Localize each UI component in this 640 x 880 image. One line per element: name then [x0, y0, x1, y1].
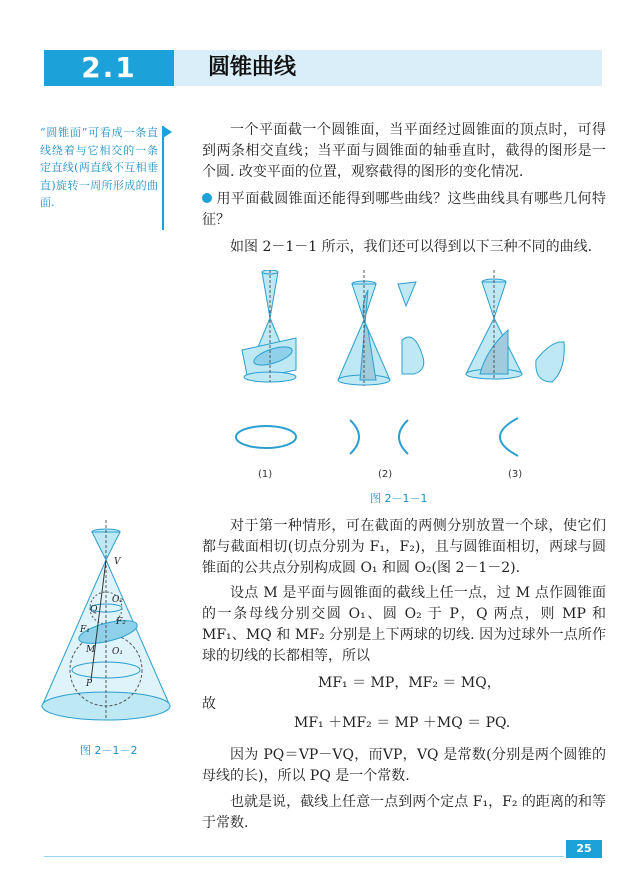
figure-2-1-2-caption: 图 2－1－2	[80, 744, 138, 757]
figure-2-1-2	[36, 520, 176, 738]
paragraph-figure-ref: 如图 2－1－1 所示，我们还可以得到以下三种不同的曲线.	[230, 239, 593, 255]
equation-2: MF₁ ＋MF₂ ＝ MP ＋MQ ＝ PQ.	[294, 715, 511, 731]
figure-label-3: (3)	[508, 469, 523, 480]
figure-label-2: (2)	[378, 469, 393, 480]
paragraph-spheres: 对于第一种情形，可在截面的两侧分别放置一个球，使它们都与截面相切(切点分别为 F₁，F₂)，且与圆锥面相切，两球与圆锥面的公共点分别构成圆 O₁ 和圆 O₂(图 2－1－2).	[202, 518, 606, 576]
point-o2: O₂	[112, 595, 123, 605]
figure-2-1-1-caption: 图 2－1－1	[370, 492, 428, 505]
cone-ellipse-section	[242, 270, 296, 382]
page-number: 25	[566, 840, 602, 858]
paragraph-tangents: 设点 M 是平面与圆锥面的截线上任一点，过 M 点作圆锥面的一条母线分别交圆 O₁、圆 O₂ 于 P，Q 两点，则 MP 和 MF₁、MQ 和 MF₂ 分别是上下两球的切线. 因为过球外一点所作球的切线的长都相等，所以	[202, 585, 606, 664]
cone-hyperbola-section	[338, 270, 424, 386]
paragraph-question	[202, 189, 606, 231]
margin-note-rule	[162, 126, 164, 230]
footer-rule	[44, 856, 564, 857]
figure-2-1-1	[218, 270, 598, 490]
bullet-icon	[202, 193, 212, 203]
point-f1: F₁	[80, 625, 90, 635]
ellipse-curve	[236, 426, 296, 448]
section-title: 圆锥曲线	[208, 55, 297, 80]
paragraph-conclusion: 也就是说，截线上任意一点到两个定点 F₁，F₂ 的距离的和等于常数.	[202, 794, 606, 831]
paragraph-constant: 因为 PQ＝VP－VQ，而VP，VQ 是常数(分别是两个圆锥的母线的长)，所以 PQ 是一个常数.	[202, 747, 606, 784]
hyperbola-curve	[350, 420, 408, 454]
paragraph-intro: 一个平面截一个圆锥面，当平面经过圆锥面的顶点时，可得到两条相交直线；当平面与圆锥面的轴垂直时，截得的图形是一个圆. 改变平面的位置，观察截得的图形的变化情况.	[202, 122, 606, 180]
point-v: V	[114, 557, 121, 567]
margin-note-arrow-icon	[163, 126, 172, 138]
paragraph-therefore: 故	[202, 696, 216, 712]
parabola-curve	[500, 418, 518, 456]
point-q: Q	[90, 605, 98, 615]
point-o1: O₁	[112, 647, 123, 657]
section-number: 2.1	[44, 50, 174, 86]
margin-note: “圆锥面”可看成一条直线绕着与它相交的一条定直线(两直线不互相垂直)旋转一周所形成的曲面.	[40, 126, 158, 209]
question-text: 用平面截圆锥面还能得到哪些曲线？这些曲线具有哪些几何特征？	[202, 191, 606, 228]
point-m: M	[86, 645, 96, 655]
equation-1: MF₁ ＝ MP，MF₂ ＝ MQ，	[318, 675, 501, 691]
cone-parabola-section	[466, 270, 564, 382]
figure-label-1: (1)	[258, 469, 273, 480]
point-p: P	[86, 679, 93, 689]
point-f2: F₂	[116, 617, 126, 627]
